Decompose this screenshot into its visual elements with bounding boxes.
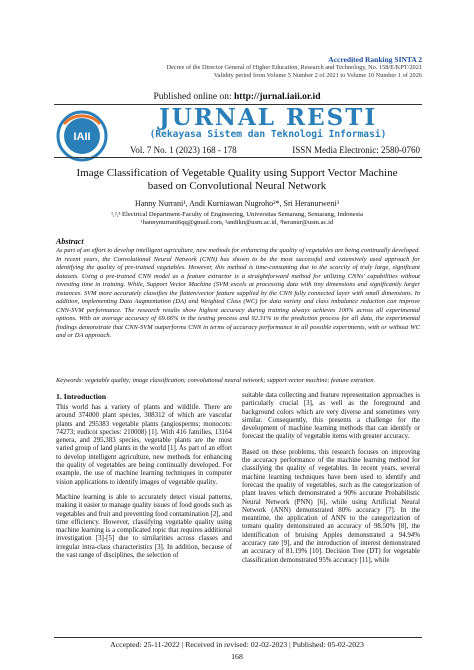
iaii-logo: [56, 110, 108, 162]
accreditation-validity: Validity period from Volume 5 Number 2 of 2021 to Volume 10 Number 1 of 2026: [213, 72, 422, 79]
paper-title: [40, 167, 434, 193]
paragraph: Machine learning is able to accurately detect visual patterns, making it easier to manage quality issues of food goods such as vegetables and fruit and preventing food contamination [2], and time efficiency. However, classifying vegetable quality using machine learning is a complicated topic that requires additional investigation [3]-[5] due to similarities across classes and irregular intra-class characteristics [3]. In addition, because of the vast range of disciplines, the selection of: [56, 493, 232, 560]
journal-subtitle: (Rekayasa Sistem dan Teknologi Informasi): [149, 129, 387, 140]
paper-title-line-2: based on Convolutional Neural Network: [147, 180, 327, 192]
header-bottom-rule: [54, 157, 422, 158]
paragraph: This world has a variety of plants and wildlife. There are around 374000 plant species, 308312 of which are vascular plants and 295383 vegetable plants (angiosperms; monocots: 74273; eudicot species: 210008) [1]. With 416 families, 13164 genera, and 295,383 species, vegetable plants are the most varied group of land plants in the world [1]. As part of an effort to develop intelligent agriculture, new methods for enhancing the quality of vegetables are being continually developed. For example, the use of machine learning techniques in computer vision applications to identify images of vegetable quality.: [56, 404, 232, 486]
journal-url-link[interactable]: http://jurnal.iaii.or.id: [234, 92, 321, 102]
paper-title-line-1: Image Classification of Vegetable Quality using Support Vector Machine: [76, 167, 398, 179]
abstract-text: As part of an effort to develop intelligent agriculture, new methods for enhancing the quality of vegetables are being continually developed. In recent years, the Convolutional Neural Network (CNN) has shown to be the most successful and extensively used approach for identifying the quality of pre-trained vegetables. However, this method is time-consuming due to the scarcity of truly large, significant datasets. Using a pre-trained CNN model as a feature extractor is a straightforward method for utilizing CNNs' capabilities without investing time in training. While, Support Vector Machine (SVM excels at processing data with tiny dimensions and significantly larger instances. SVM more accurately classifies the flatten/vector feature supplied by the CNN fully connected layer with small dimensions. In addition, implementing Data Augmentation (DA) and Weighted Class (WC) for data variety and class imbalance reduction can improve CNN-SVM performance. The research results show highest accuracy during training always achieves 100% across all experimental options. With an average accuracy of 69.66% in the testing process and 92.31% in the prediction process for all data, the experimental findings demonstrate that CNN-SVM outperforms CNN in terms of accuracy performance in all possible experiments, with or without WC and or DA approach.: [56, 247, 420, 340]
accreditation-rank: Accredited Ranking SINTA 2: [328, 55, 422, 64]
paragraph: Based on these problems, this research focuses on improving the accuracy performance of the machine learning method for classifying the quality of vegetables. In recent years, several machine learning techniques have been used to identify and forecast the quality of vegetables, such as the categorization of plant leaves which demonstrated a 90% accurate Probabilistic Neural Network (PNN) [6], while using Artificial Neural Network (ANN) demonstrated 80% accuracy [7]. In the meantime, the application of ANN to the categorization of tomato quality demonstrated an accuracy of 98.50% [8], the identification of bruising Apples demonstrated a 94.94% accuracy rate [9], and the introduction of interest demonstrated an accuracy of 81.19% [10]. Decision Tree (DT) for vegetable classification demonstrated 95% accuracy [11], while: [242, 448, 420, 564]
publication-dates: Accepted: 25-11-2022 | Received in revised: 02-02-2023 | Published: 05-02-2023: [110, 640, 364, 649]
volume-line: [130, 145, 420, 155]
right-column: [242, 392, 420, 572]
accreditation-block: [166, 56, 422, 80]
authors: Hanny Nurrani¹, Andi Kurniawan Nugroho²*, Sri Heranurweni³: [134, 199, 340, 208]
affiliation-block: [40, 211, 434, 227]
footer-rule: [54, 637, 422, 638]
logo-text: IAII: [73, 131, 91, 143]
keywords: Keywords: vegetable quality; image classification; convolutional neural network; support vector machine; feature extration.: [56, 377, 376, 384]
volume-info: Vol. 7 No. 1 (2023) 168 - 178: [130, 145, 237, 155]
published-label: Published online on:: [153, 92, 232, 102]
journal-name: JURNAL RESTI: [158, 104, 378, 131]
paragraph: suitable data collecting and feature representation approaches is particularly crucial [3], as well as the foreground and background colors which are very diverse and sometimes very similar. Consequently, this presents a challenge for the development of machine learning methods that can identify or forecast the quality of vegetable items with greater accuracy.: [242, 392, 420, 441]
issn-info: ISSN Media Electronic: 2580-0760: [292, 145, 420, 155]
accreditation-decree: Decree of the Director General of Higher Education, Research and Technology, No. 158/E/KPT/2021: [166, 64, 422, 71]
abstract-heading: Abstract: [56, 237, 84, 246]
introduction-heading: 1. Introduction: [56, 392, 107, 401]
author-emails: ¹hannynurrani6qq@gmail.com, ²andikn@usm.ac.id, ³heranur@usm.ac.id: [140, 219, 334, 226]
affiliation: ¹,²,³ Electrical Department-Faculty of Engineering, Universitas Semarang, Semarang, Indonesia: [111, 211, 363, 218]
left-column: [56, 404, 232, 567]
published-online-line: [0, 92, 474, 102]
page-number: 168: [231, 652, 243, 661]
